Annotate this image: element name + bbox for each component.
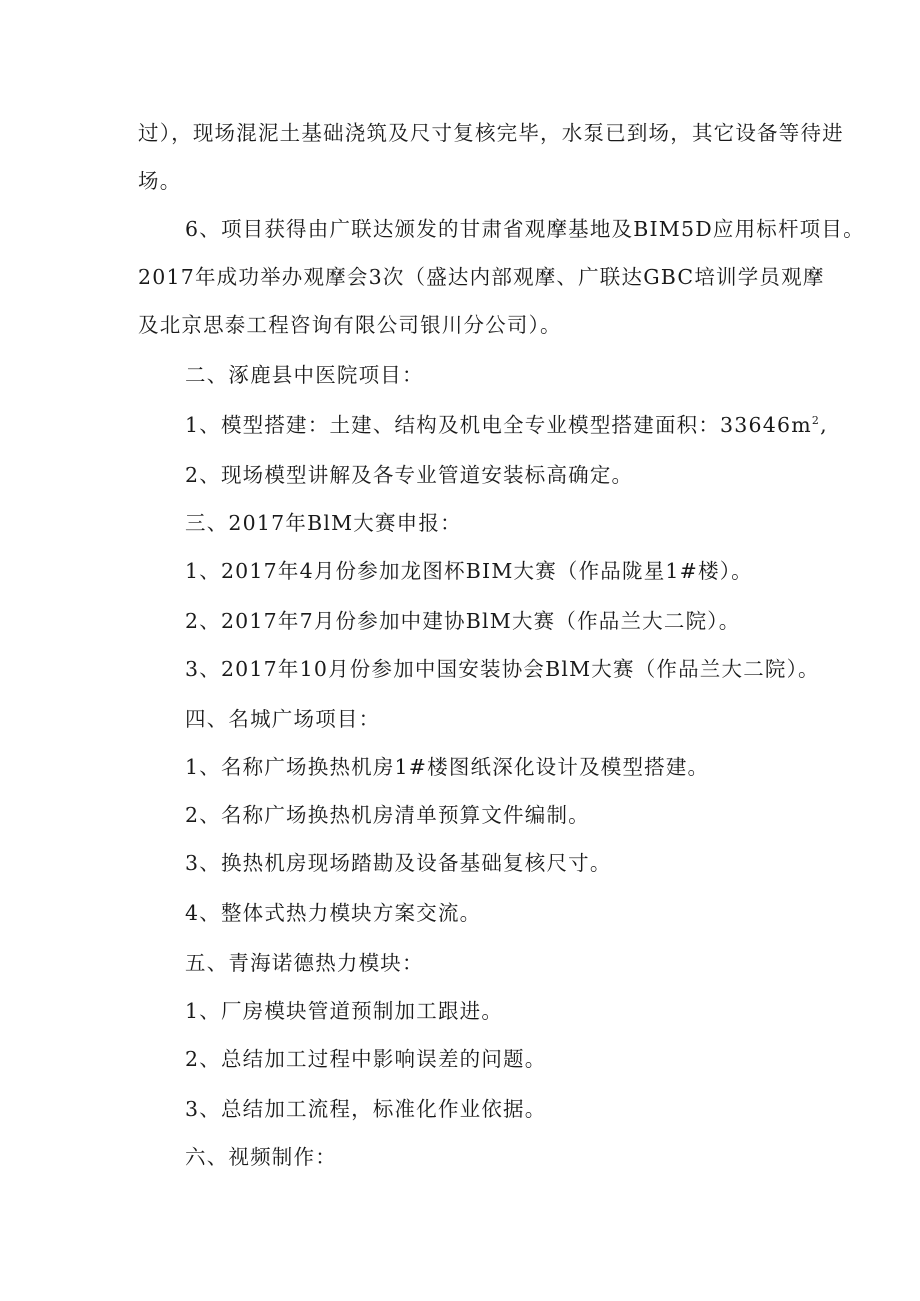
paragraph-line: 过），现场混泥土基础浇筑及尺寸复核完毕，水泵已到场，其它设备等待进: [138, 121, 844, 145]
list-item: 3、总结加工流程，标准化作业依据。: [185, 1097, 547, 1121]
list-item: 2、现场模型讲解及各专业管道安装标高确定。: [185, 463, 634, 487]
list-item-text: 1、模型搭建：土建、结构及机电全专业模型搭建面积：33646m: [185, 413, 812, 437]
list-item: 1、厂房模块管道预制加工跟进。: [185, 999, 504, 1023]
section-heading: 四、名城广场项目：: [185, 707, 381, 731]
section-heading: 五、青海诺德热力模块：: [185, 951, 424, 975]
paragraph-line: 及北京思泰工程咨询有限公司银川分公司）。: [138, 313, 562, 337]
paragraph-line: 场。: [138, 169, 182, 193]
paragraph-line: 6、项目获得由广联达颁发的甘肃省观摩基地及BIM5D应用标杆项目。: [185, 217, 865, 241]
list-item: 2、名称广场换热机房清单预算文件编制。: [185, 803, 590, 827]
list-item: 1、2017年4月份参加龙图杯BIM大赛（作品陇星1#楼）。: [185, 559, 753, 583]
list-item: 3、换热机房现场踏勘及设备基础复核尺寸。: [185, 851, 612, 875]
list-item: 2、2017年7月份参加中建协BlM大赛（作品兰大二院）。: [185, 609, 741, 633]
list-item: 3、2017年10月份参加中国安装协会BlM大赛（作品兰大二院）。: [185, 657, 820, 681]
list-item: [185, 412, 845, 438]
section-heading: 二、涿鹿县中医院项目：: [185, 363, 424, 387]
list-item: 1、名称广场换热机房1#楼图纸深化设计及模型搭建。: [185, 755, 710, 779]
section-heading: 六、视频制作：: [185, 1145, 337, 1169]
section-heading: 三、2017年BlM大赛申报：: [185, 511, 462, 535]
area-suffix: ,: [820, 413, 828, 437]
paragraph-line: 2017年成功举办观摩会3次（盛达内部观摩、广联达GBC培训学员观摩: [138, 265, 825, 289]
list-item: 4、整体式热力模块方案交流。: [185, 901, 482, 925]
area-superscript: 2: [811, 414, 821, 428]
list-item: 2、总结加工过程中影响误差的问题。: [185, 1047, 547, 1071]
